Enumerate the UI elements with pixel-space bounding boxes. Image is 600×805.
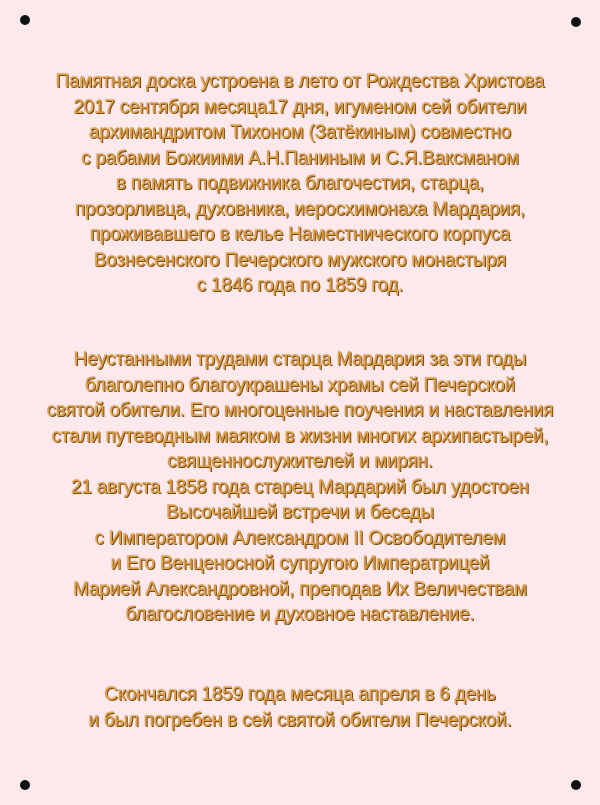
plaque-paragraph-dedication	[0, 69, 600, 299]
plaque-line: с 1846 года по 1859 год.	[196, 275, 404, 296]
plaque-line: Марией Александровной, преподав Их Величествам	[73, 578, 527, 600]
screw-top-right-icon	[571, 17, 581, 27]
plaque-line: и Его Венценосной супругою Императрицей	[110, 553, 490, 574]
plaque-line: проживавшего в келье Наместнического корпуса	[89, 224, 511, 245]
plaque-line: прозорливца, духовника, иеросхимонаха Мардария,	[75, 198, 525, 220]
screw-top-left-icon	[20, 15, 30, 25]
plaque-line: Высочайшей встречи и беседы	[166, 502, 434, 523]
plaque-paragraph-deeds	[0, 347, 600, 628]
plaque-paragraph-death	[0, 682, 600, 733]
plaque-line: стали путеводным маяком в жизни многих архипастырей,	[51, 425, 549, 447]
plaque-line: святой обители. Его многоценные поучения и наставления	[46, 400, 554, 421]
plaque-line: 2017 сентября месяца17 дня, игуменом сей обители	[73, 96, 527, 118]
plaque-line: Неустанными трудами старца Мардария за эти годы	[73, 349, 527, 370]
screw-bottom-right-icon	[571, 780, 581, 790]
plaque-line: священнослужителей и мирян.	[167, 451, 433, 472]
plaque-line: архимандритом Тихоном (Затёкиным) совместно	[88, 122, 512, 143]
screw-bottom-left-icon	[20, 780, 30, 790]
plaque-line: с Императором Александром II Освободителем	[94, 527, 506, 549]
plaque-line: благолепно благоукрашены храмы сей Печерской	[84, 374, 516, 396]
plaque-line: 21 августа 1858 года старец Мардарий был удостоен	[71, 476, 529, 498]
plaque-line: с рабами Божиими А.Н.Паниным и С.Я.Ваксманом	[81, 147, 519, 169]
plaque-line: Скончался 1859 года месяца апреля в 6 день	[104, 684, 496, 705]
plaque-line: Вознесенского Печерского мужского монастыря	[93, 249, 507, 271]
plaque-line: в память подвижника благочестия, старца,	[116, 173, 484, 194]
plaque-line: благословение и духовное наставление.	[125, 604, 475, 625]
plaque-line: и был погребен в сей святой обители Печерской.	[88, 709, 512, 731]
plaque-line: Памятная доска устроена в лето от Рождества Христова	[55, 71, 545, 92]
